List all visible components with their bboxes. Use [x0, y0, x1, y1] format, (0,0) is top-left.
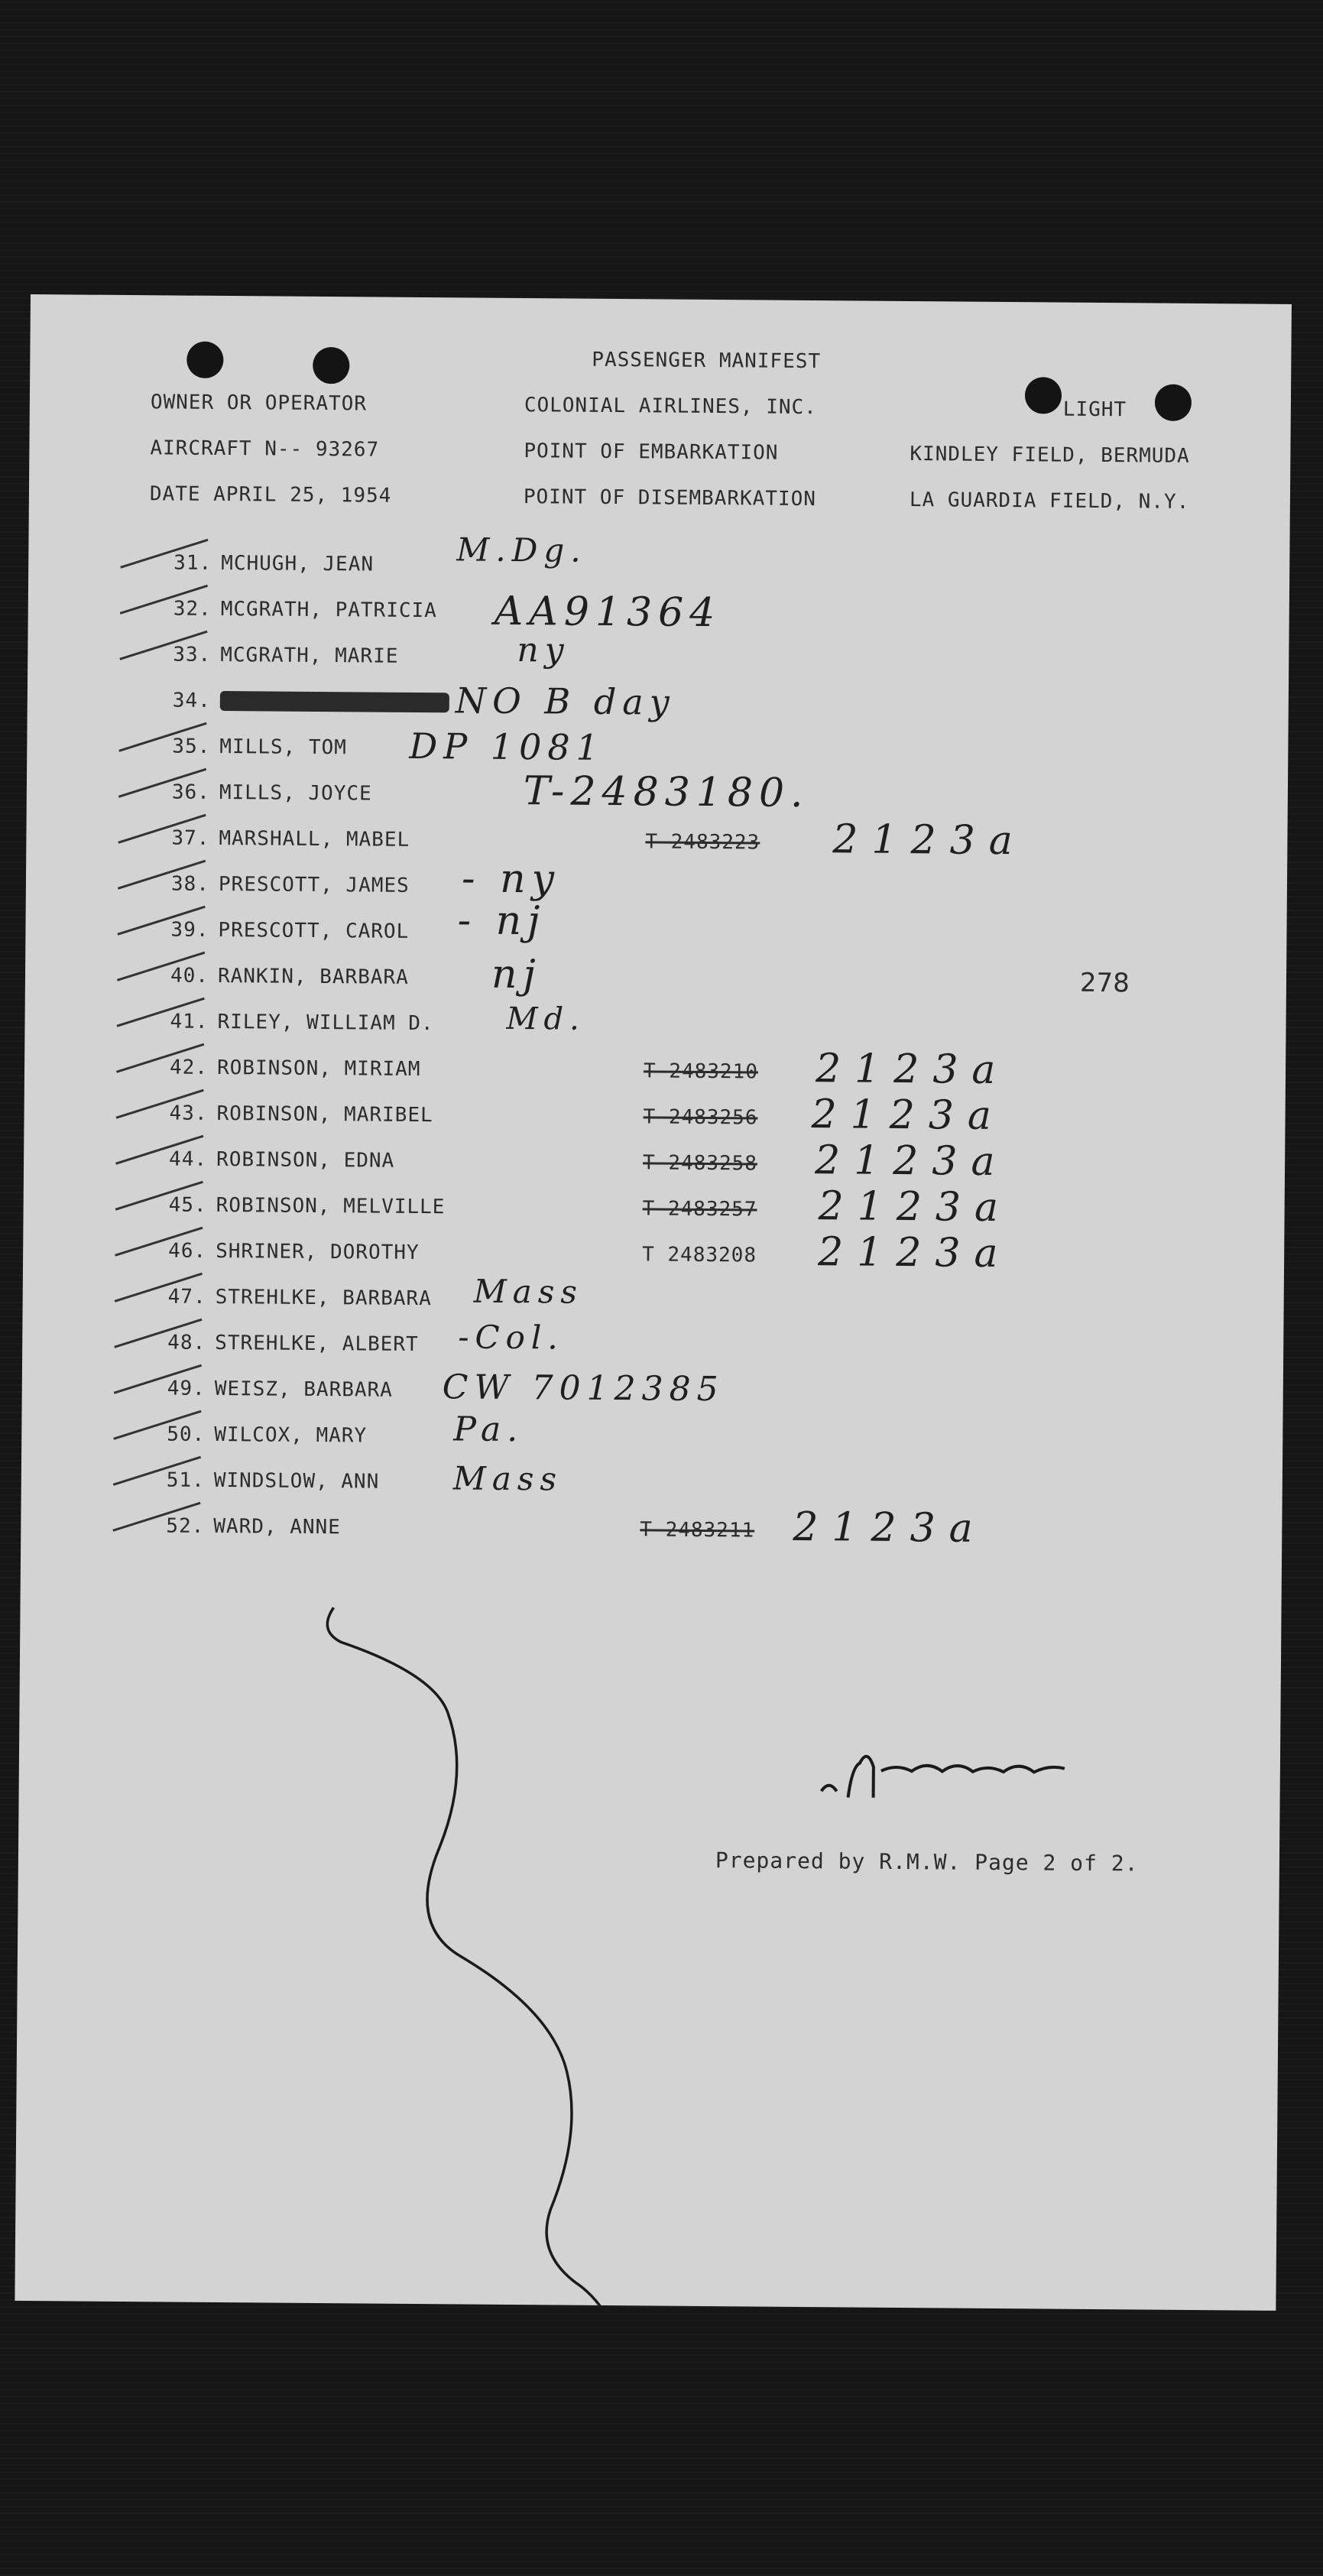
- passenger-name: WINDSLOW, ANN: [213, 1468, 380, 1494]
- ticket-number: T 2483258: [642, 1151, 758, 1176]
- handwritten-note: M.Dg.: [456, 530, 587, 569]
- handwritten-note: - nj: [457, 897, 546, 945]
- handwritten-note: 2123a: [815, 1046, 1010, 1094]
- passenger-number: 49.: [167, 1377, 206, 1400]
- disembarkation-label: POINT OF DISEMBARKATION: [523, 485, 817, 511]
- prepared-by-footer: Prepared by R.M.W. Page 2 of 2.: [715, 1848, 1139, 1877]
- handwritten-note: 2123a: [814, 1137, 1009, 1186]
- passenger-number: 37.: [171, 826, 210, 850]
- passenger-name: MILLS, TOM: [219, 735, 348, 760]
- manifest-page: [15, 294, 1292, 2311]
- handwritten-note: T-2483180.: [523, 768, 809, 817]
- handwritten-note: Mass: [452, 1459, 563, 1498]
- handwritten-note: 2123a: [811, 1092, 1006, 1140]
- passenger-name: MCGRATH, PATRICIA: [220, 597, 437, 623]
- handwritten-note: nj: [491, 951, 542, 998]
- ticket-number: T 2483211: [640, 1518, 755, 1543]
- passenger-number: 33.: [173, 643, 212, 667]
- passenger-name: MCGRATH, MARIE: [220, 643, 399, 668]
- embarkation-value: KINDLEY FIELD, BERMUDA: [910, 443, 1190, 468]
- passenger-number: 31.: [173, 551, 212, 575]
- owner-value: COLONIAL AIRLINES, INC.: [524, 394, 818, 420]
- passenger-number: 44.: [169, 1147, 208, 1171]
- flight-label: LIGHT: [1062, 397, 1127, 422]
- handwritten-note: DP 1081: [409, 725, 605, 768]
- ticket-number: T 2483223: [645, 830, 760, 855]
- passenger-number: 32.: [173, 597, 212, 621]
- passenger-name: MCHUGH, JEAN: [221, 551, 375, 576]
- signature: [15, 294, 1292, 2311]
- passenger-number: 41.: [170, 1010, 209, 1033]
- manifest-title: PASSENGER MANIFEST: [592, 348, 822, 374]
- handwritten-note: 2123a: [818, 1183, 1013, 1231]
- owner-label: OWNER OR OPERATOR: [150, 391, 368, 416]
- handwritten-note: Md.: [506, 1001, 586, 1037]
- passenger-number: 39.: [170, 918, 209, 942]
- passenger-number: 51.: [166, 1468, 205, 1492]
- handwritten-note: Mass: [473, 1272, 584, 1311]
- embarkation-label: POINT OF EMBARKATION: [524, 440, 779, 465]
- handwritten-note: 2123a: [793, 1504, 987, 1552]
- passenger-number: 42.: [169, 1056, 209, 1079]
- passenger-name: WARD, ANNE: [213, 1514, 342, 1539]
- passenger-number: 48.: [167, 1331, 206, 1355]
- passenger-number: 36.: [171, 780, 210, 804]
- passenger-name: PRESCOTT, JAMES: [218, 872, 410, 897]
- handwritten-note: CW 7012385: [442, 1367, 725, 1410]
- passenger-number: 47.: [167, 1285, 206, 1309]
- passenger-number: 50.: [167, 1423, 206, 1446]
- passenger-name: MARSHALL, MABEL: [219, 826, 410, 852]
- page-number: 278: [1079, 967, 1130, 999]
- passenger-number: 38.: [170, 872, 210, 896]
- passenger-number: 35.: [172, 735, 211, 758]
- passenger-name: STREHLKE, ALBERT: [215, 1331, 419, 1357]
- passenger-name: ROBINSON, EDNA: [216, 1147, 395, 1173]
- handwritten-note: 2123a: [817, 1229, 1012, 1277]
- passenger-number: 43.: [169, 1101, 208, 1125]
- passenger-name: WEISZ, BARBARA: [214, 1377, 394, 1402]
- handwritten-note: Pa.: [453, 1410, 524, 1450]
- date-label: DATE APRIL 25, 1954: [149, 482, 392, 508]
- disembarkation-value: LA GUARDIA FIELD, N.Y.: [909, 488, 1190, 514]
- passenger-name: STREHLKE, BARBARA: [215, 1285, 432, 1311]
- passenger-number: 46.: [168, 1239, 207, 1263]
- handwritten-note: ny: [517, 631, 570, 670]
- handwritten-note: 2123a: [832, 816, 1027, 865]
- ticket-number: T 2483257: [642, 1197, 757, 1221]
- passenger-name: RILEY, WILLIAM D.: [217, 1010, 434, 1036]
- handwritten-note: NO B day: [455, 680, 676, 723]
- passenger-name: SHRINER, DOROTHY: [216, 1239, 420, 1265]
- passenger-name: PRESCOTT, CAROL: [218, 918, 410, 943]
- handwritten-note: -Col.: [458, 1318, 564, 1357]
- passenger-name: RANKIN, BARBARA: [217, 964, 409, 989]
- passenger-name: ROBINSON, MIRIAM: [216, 1056, 421, 1082]
- aircraft-label: AIRCRAFT N-- 93267: [150, 436, 380, 462]
- ticket-number: T 2483208: [642, 1243, 757, 1267]
- passenger-name: ROBINSON, MARIBEL: [216, 1101, 433, 1127]
- handwritten-note: AA91364: [494, 588, 721, 637]
- passenger-name: WILCOX, MARY: [214, 1423, 368, 1448]
- ticket-number: T 2483210: [643, 1059, 759, 1084]
- passenger-name: ROBINSON, MELVILLE: [216, 1193, 446, 1219]
- passenger-number: 52.: [166, 1514, 205, 1538]
- ticket-number: T 2483256: [643, 1105, 758, 1130]
- handwritten-note: - ny: [461, 855, 561, 903]
- passenger-number: 40.: [170, 964, 209, 988]
- passenger-number: 45.: [168, 1193, 207, 1217]
- passenger-name: MILLS, JOYCE: [219, 780, 372, 806]
- passenger-number: 34.: [172, 689, 211, 712]
